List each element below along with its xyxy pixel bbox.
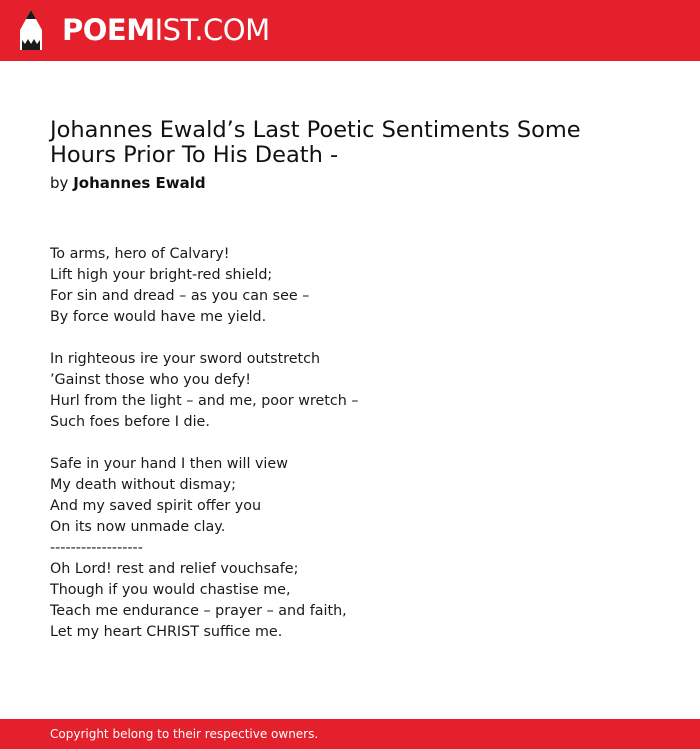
poem-line: Teach me endurance – prayer – and faith, [50,603,347,619]
site-header [0,0,700,61]
logo-text-light: IST.COM [154,13,270,47]
poem-line: On its now unmade clay. [50,519,226,535]
poem-line: In righteous ire your sword outstretch [50,351,321,367]
pencil-tip-icon[interactable] [19,10,43,51]
poem-line: For sin and dread – as you can see – [50,288,310,304]
poem-line: Let my heart CHRIST suffice me. [50,624,283,640]
poem-line: Hurl from the light – and me, poor wretch – [50,393,359,409]
site-footer [0,719,700,749]
byline [50,173,206,193]
author-name: Johannes Ewald [73,174,206,192]
poem-title-line-1: Johannes Ewald’s Last Poetic Sentiments Some [50,117,581,143]
poem-line: ’Gainst those who you defy! [50,372,251,388]
poem-line: Oh Lord! rest and relief vouchsafe; [50,561,299,577]
logo-text-bold: POEM [62,13,155,47]
site-logo[interactable] [62,12,270,48]
poem-separator: ------------------ [50,540,143,556]
poem-line: And my saved spirit offer you [50,498,262,514]
poem-line: By force would have me yield. [50,309,267,325]
poem-title [50,118,610,168]
poem-line: Safe in your hand I then will view [50,456,288,472]
poem-line: Though if you would chastise me, [50,582,291,598]
poem-line: Such foes before I die. [50,414,210,430]
by-label: by [50,174,69,192]
poem-line: Lift high your bright-red shield; [50,267,273,283]
copyright-text: Copyright belong to their respective owners. [50,727,319,741]
poem-line: To arms, hero of Calvary! [50,246,230,262]
poem-body [50,244,650,643]
poem-line: My death without dismay; [50,477,236,493]
stanza-break [50,433,650,454]
poem-title-line-2: Hours Prior To His Death - [50,142,339,168]
stanza-break [50,328,650,349]
